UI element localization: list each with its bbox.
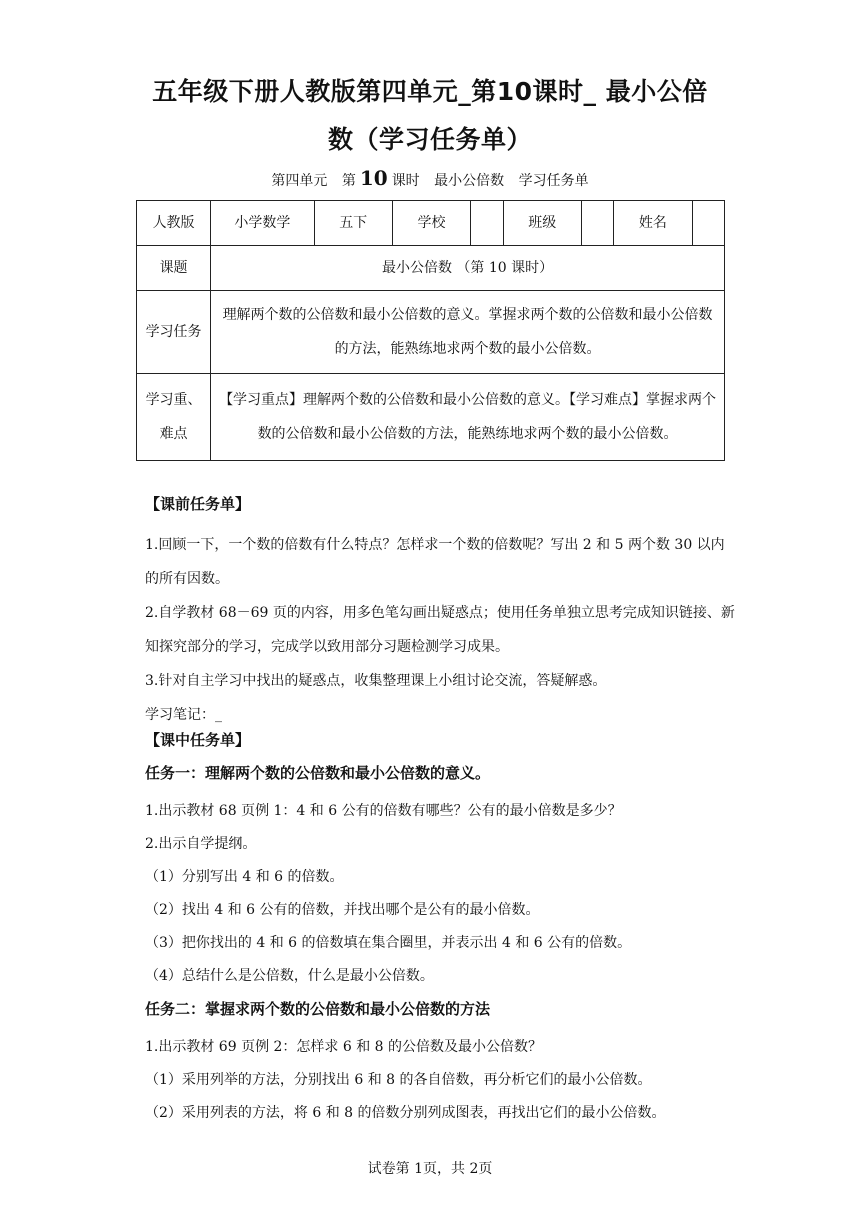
key-value-cell: 【学习重点】理解两个数的公倍数和最小公倍数的意义。【学习难点】掌握求两个数的公倍数和最小公倍数的方法，能熟练地求两个数的最小公倍数。: [211, 374, 725, 461]
grade-cell: 五下: [314, 201, 392, 246]
in-class-heading: 【课中任务单】: [145, 731, 251, 749]
pre-class-heading: 【课前任务单】: [145, 495, 251, 513]
subtitle-kind: 学习任务单: [518, 173, 589, 189]
info-row-header: [137, 201, 725, 246]
pre-class-section: [145, 494, 735, 732]
task1-item: （1）分别写出 4 和 6 的倍数。: [145, 869, 344, 885]
task1-item: 1.出示教材 68 页例 1：4 和 6 公有的倍数有哪些？公有的最小倍数是多少？: [145, 803, 622, 819]
task1-item: （2）找出 4 和 6 公有的倍数，并找出哪个是公有的最小倍数。: [145, 902, 540, 918]
document-title: [0, 68, 860, 164]
task-value-cell: 理解两个数的公倍数和最小公倍数的意义。掌握求两个数的公倍数和最小公倍数的方法，能熟练地求两个数的最小公倍数。: [211, 291, 725, 374]
subtitle-unit: 第四单元: [271, 173, 328, 189]
subtitle-lesson-number: 10: [359, 166, 388, 190]
task1-item: （4）总结什么是公倍数，什么是最小公倍数。: [145, 968, 434, 984]
school-value-cell: [471, 201, 503, 246]
task-label-cell: 学习任务: [137, 291, 211, 374]
topic-label-cell: 课题: [137, 246, 211, 291]
document-title-line1: 五年级下册人教版第四单元_第10课时_ 最小公倍: [152, 77, 708, 106]
publisher-cell: 人教版: [137, 201, 211, 246]
study-notes: 学习笔记：_: [145, 707, 222, 723]
subtitle-topic: 最小公倍数: [434, 173, 505, 189]
task1-item: 2.出示自学提纲。: [145, 836, 257, 852]
task2-item: 1.出示教材 69 页例 2：怎样求 6 和 8 的公倍数及最小公倍数？: [145, 1039, 543, 1055]
pre-class-item-3: 3.针对自主学习中找出的疑惑点，收集整理课上小组讨论交流，答疑解惑。: [145, 673, 607, 689]
class-value-cell: [581, 201, 613, 246]
task2-item: （1）采用列举的方法，分别找出 6 和 8 的各自倍数，再分析它们的最小公倍数。: [145, 1072, 652, 1088]
task2-item: （2）采用列表的方法，将 6 和 8 的倍数分别列成图表，再找出它们的最小公倍数。: [145, 1105, 666, 1121]
name-label-cell: 姓名: [614, 201, 692, 246]
info-row-topic: [137, 246, 725, 291]
task1-title: 任务一：理解两个数的公倍数和最小公倍数的意义。: [145, 764, 491, 782]
document-title-line2: 数（学习任务单）: [327, 125, 532, 154]
subtitle: [0, 166, 860, 193]
in-class-section: [145, 730, 735, 1130]
name-value-cell: [692, 201, 724, 246]
info-table: [136, 200, 725, 461]
page-footer: 试卷第 1页，共 2页: [367, 1161, 493, 1177]
class-label-cell: 班级: [503, 201, 581, 246]
key-label-cell: 学习重、难点: [137, 374, 211, 461]
task2-title: 任务二：掌握求两个数的公倍数和最小公倍数的方法: [145, 1000, 491, 1018]
subject-cell: 小学数学: [211, 201, 314, 246]
info-row-task: [137, 291, 725, 374]
school-label-cell: 学校: [392, 201, 470, 246]
task1-item: （3）把你找出的 4 和 6 的倍数填在集合圈里，并表示出 4 和 6 公有的倍数。: [145, 935, 632, 951]
info-row-key: [137, 374, 725, 461]
topic-value-cell: 最小公倍数 （第 10 课时）: [211, 246, 725, 291]
pre-class-item-1: 1.回顾一下，一个数的倍数有什么特点？怎样求一个数的倍数呢？写出 2 和 5 两个数 30 以内的所有因数。: [145, 537, 725, 587]
subtitle-lesson: 第 10 课时: [341, 166, 420, 190]
pre-class-item-2: 2.自学教材 68－69 页的内容，用多色笔勾画出疑惑点；使用任务单独立思考完成知识链接、新知探究部分的学习，完成学以致用部分习题检测学习成果。: [145, 605, 735, 655]
